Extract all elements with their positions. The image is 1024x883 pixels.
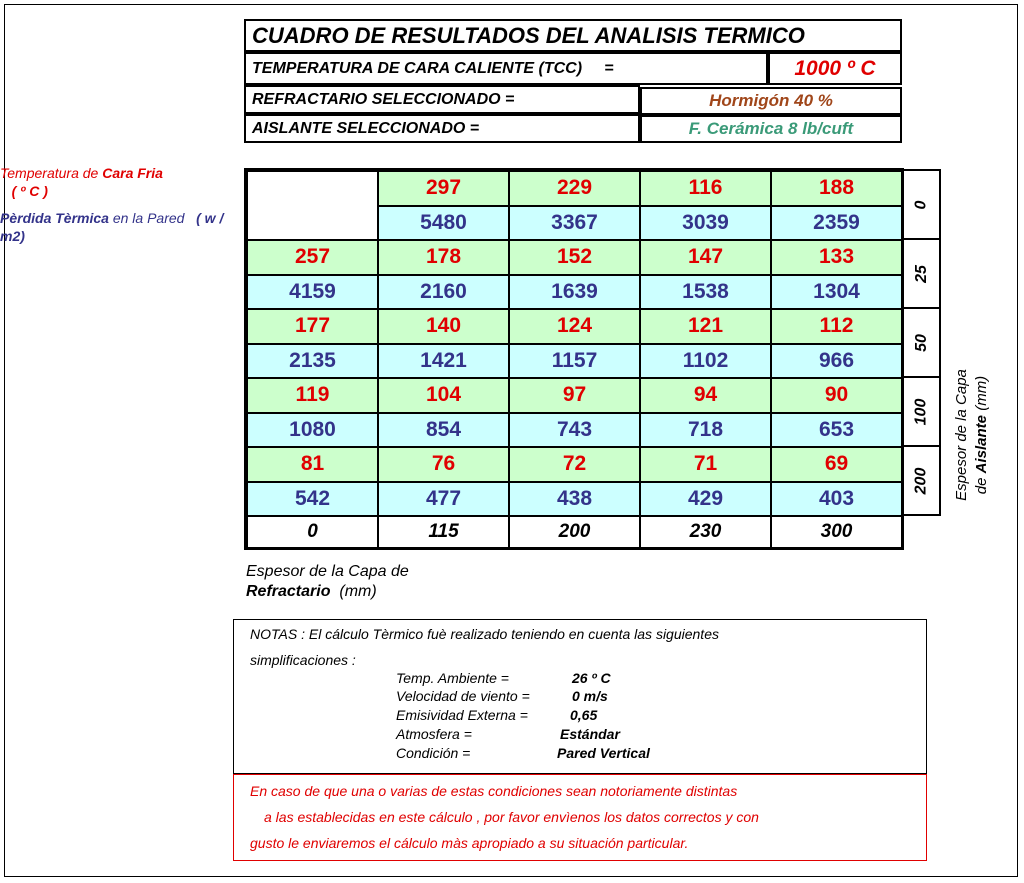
refractory-axis-label — [246, 562, 409, 602]
note-value: 0 m/s — [572, 688, 608, 704]
cold-face-temperature-cell: 133 — [771, 240, 902, 275]
note-label: Emisividad Externa = — [396, 707, 528, 723]
heat-loss-cell: 1538 — [640, 275, 771, 310]
cold-face-temperature-cell: 152 — [509, 240, 640, 275]
note-label: Velocidad de viento = — [396, 688, 530, 704]
heat-loss-cell: 854 — [378, 413, 509, 448]
cold-face-temperature-cell: 116 — [640, 171, 771, 206]
legend-loss-bold: Pèrdida Tèrmica — [0, 210, 109, 226]
cold-face-temperature-cell: 257 — [247, 240, 378, 275]
legend-temp-prefix: Temperatura de — [0, 165, 103, 181]
results-table — [244, 168, 930, 550]
cold-face-temperature-cell: 72 — [509, 447, 640, 482]
heat-loss-cell: 1102 — [640, 344, 771, 379]
table-corner-blank — [247, 171, 378, 240]
note-label: Atmosfera = — [396, 726, 472, 742]
aislante-axis-de: de — [973, 473, 990, 495]
notes-box — [233, 619, 927, 774]
heat-loss-cell: 3367 — [509, 206, 640, 241]
refractario-axis-bold: Refractario — [246, 583, 331, 600]
heat-loss-cell: 966 — [771, 344, 902, 379]
cold-face-temperature-cell: 81 — [247, 447, 378, 482]
cold-face-temperature-cell: 97 — [509, 378, 640, 413]
warning-line-3: gusto le enviaremos el cálculo màs apropiado a su situación particular. — [250, 835, 689, 851]
cold-face-temperature-cell: 297 — [378, 171, 509, 206]
legend-temp-unit: ( º C ) — [0, 183, 48, 199]
refractory-thickness-label: 0 — [247, 516, 378, 548]
cold-face-temperature-cell: 140 — [378, 309, 509, 344]
cold-face-temperature-cell: 94 — [640, 378, 771, 413]
aislante-value: F. Cerámica 8 lb/cuft — [640, 115, 902, 143]
tcc-label: TEMPERATURA DE CARA CALIENTE (TCC) = — [244, 52, 768, 85]
notes-intro-1: NOTAS : El cálculo Tèrmico fuè realizado teniendo en cuenta las siguientes — [250, 626, 719, 642]
heat-loss-cell: 1421 — [378, 344, 509, 379]
cold-face-temperature-cell: 188 — [771, 171, 902, 206]
heat-loss-cell: 1157 — [509, 344, 640, 379]
cold-face-temperature-cell: 177 — [247, 309, 378, 344]
cold-face-temperature-cell: 104 — [378, 378, 509, 413]
heat-loss-cell: 429 — [640, 482, 771, 517]
refractario-value: Hormigón 40 % — [640, 87, 902, 115]
heat-loss-cell: 2160 — [378, 275, 509, 310]
heat-loss-cell: 4159 — [247, 275, 378, 310]
warning-line-1: En caso de que una o varias de estas condiciones sean notoriamente distintas — [250, 783, 738, 799]
heat-loss-cell: 403 — [771, 482, 902, 517]
heat-loss-cell: 718 — [640, 413, 771, 448]
cold-face-temperature-cell: 112 — [771, 309, 902, 344]
heat-loss-cell: 2135 — [247, 344, 378, 379]
cold-face-temperature-cell: 178 — [378, 240, 509, 275]
aislante-label: AISLANTE SELECCIONADO = — [244, 114, 640, 143]
heat-loss-cell: 2359 — [771, 206, 902, 241]
legend-temperature — [0, 164, 210, 200]
cold-face-temperature-cell: 119 — [247, 378, 378, 413]
refractory-thickness-label: 300 — [771, 516, 902, 548]
cold-face-temperature-cell: 121 — [640, 309, 771, 344]
heat-loss-cell: 438 — [509, 482, 640, 517]
legend-heat-loss — [0, 209, 230, 245]
insulation-thickness-label: 50 — [902, 307, 941, 378]
refractario-axis-unit: (mm) — [330, 583, 377, 600]
insulation-thickness-label: 25 — [902, 238, 941, 309]
note-value: 26 º C — [572, 670, 611, 686]
cold-face-temperature-cell: 76 — [378, 447, 509, 482]
refractory-thickness-label: 115 — [378, 516, 509, 548]
legend-temp-bold: Cara Fria — [102, 165, 163, 181]
cold-face-temperature-cell: 229 — [509, 171, 640, 206]
heat-loss-cell: 5480 — [378, 206, 509, 241]
warning-box — [233, 774, 927, 861]
notes-intro-2: simplificaciones : — [250, 652, 356, 668]
insulation-thickness-label: 200 — [902, 445, 941, 516]
heat-loss-cell: 542 — [247, 482, 378, 517]
legend-loss-unit: ( w / m2) — [0, 210, 224, 244]
aislante-axis-unit: (mm) — [973, 375, 990, 415]
refractario-label: REFRACTARIO SELECCIONADO = — [244, 85, 640, 114]
insulation-axis-label — [952, 340, 1012, 530]
refractory-thickness-label: 230 — [640, 516, 771, 548]
heat-loss-cell: 653 — [771, 413, 902, 448]
heat-loss-cell: 743 — [509, 413, 640, 448]
warning-line-2: a las establecidas en este cálculo , por favor envìenos los datos correctos y con — [264, 809, 759, 825]
heat-loss-cell: 477 — [378, 482, 509, 517]
cold-face-temperature-cell: 124 — [509, 309, 640, 344]
note-label: Condición = — [396, 745, 471, 761]
refractario-axis-line1: Espesor de la Capa de — [246, 563, 409, 580]
refractory-thickness-label: 200 — [509, 516, 640, 548]
note-value: 0,65 — [570, 707, 598, 723]
tcc-value: 1000 º C — [768, 52, 902, 85]
note-label: Temp. Ambiente = — [396, 670, 509, 686]
insulation-thickness-label: 100 — [902, 376, 941, 447]
cold-face-temperature-cell: 71 — [640, 447, 771, 482]
cold-face-temperature-cell: 90 — [771, 378, 902, 413]
page-title: CUADRO DE RESULTADOS DEL ANALISIS TERMICO — [244, 19, 902, 52]
aislante-axis-bold: Aislante — [973, 414, 990, 474]
heat-loss-cell: 3039 — [640, 206, 771, 241]
note-value: Pared Vertical — [557, 745, 650, 761]
cold-face-temperature-cell: 69 — [771, 447, 902, 482]
cold-face-temperature-cell: 147 — [640, 240, 771, 275]
legend-loss-suffix: en la Pared — [108, 210, 197, 226]
heat-loss-cell: 1304 — [771, 275, 902, 310]
note-value: Estándar — [560, 726, 620, 742]
insulation-thickness-label: 0 — [902, 169, 941, 240]
heat-loss-cell: 1639 — [509, 275, 640, 310]
aislante-axis-line1: Espesor de la Capa — [953, 369, 970, 501]
heat-loss-cell: 1080 — [247, 413, 378, 448]
